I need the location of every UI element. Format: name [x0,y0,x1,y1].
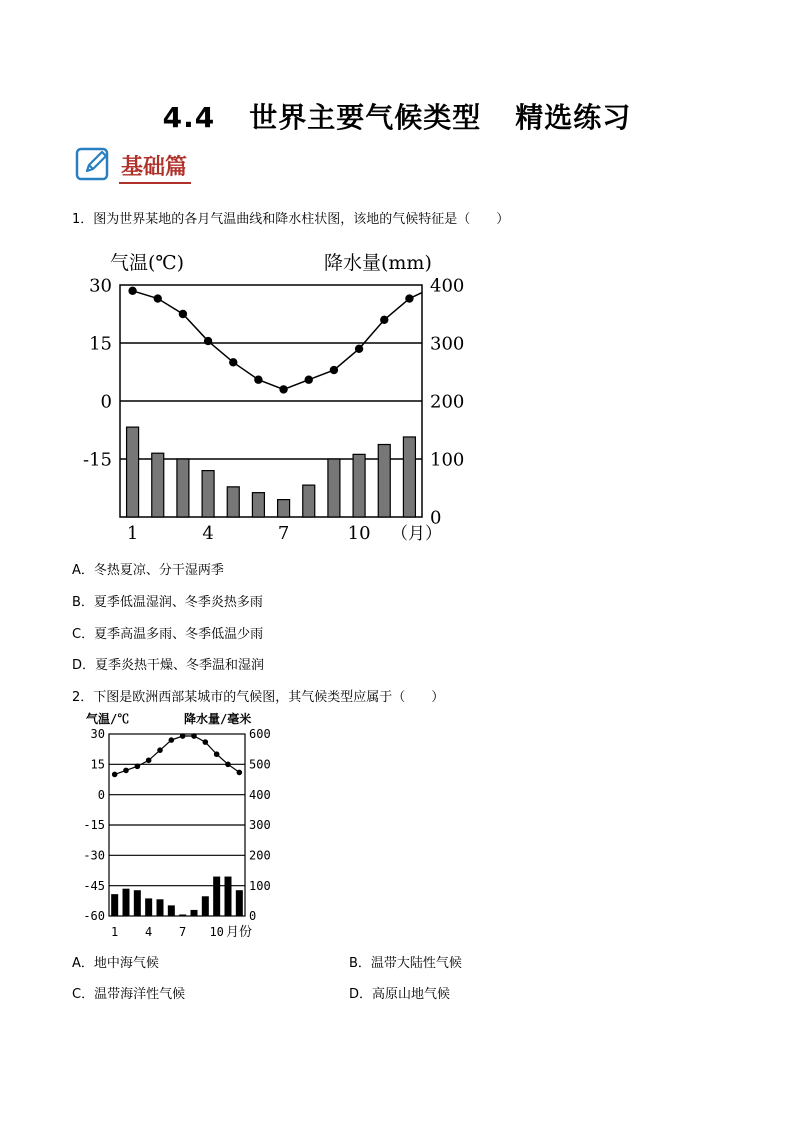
c1-temp-point [380,316,388,324]
c2-left-tick: -45 [83,878,105,893]
page-title [0,96,794,136]
c2-precip-bar [157,899,164,916]
c1-right-label: 降水量(mm) [324,252,432,274]
c1-temp-point [279,385,287,393]
c1-precip-bar [328,459,340,517]
c2-temp-point [146,757,152,763]
section-underline [119,182,191,184]
c2-left-label: 气温/℃ [86,712,130,726]
c1-temp-point [204,337,212,345]
c1-left-tick: -15 [83,449,112,471]
c2-left-tick: -30 [83,848,105,863]
c1-left-tick: 0 [100,391,112,413]
question-1-stem: 1．图为世界某地的各月气温曲线和降水柱状图，该地的气候特征是（ ） [72,212,510,227]
c1-temp-point [229,358,237,366]
c1-right-tick: 0 [430,507,442,529]
c1-x-tick: 4 [202,523,214,544]
c1-temp-point [405,294,413,302]
c1-temp-point [355,345,363,353]
pencil-note-icon [75,146,111,182]
c1-precip-bar [378,445,390,518]
c2-right-tick: 600 [249,727,271,742]
c2-precip-bar [168,905,175,916]
c2-temp-point [157,747,163,753]
c1-precip-bar [353,454,365,517]
c2-x-tick: 10 [209,925,224,939]
q2-option-c[interactable]: C．温带海洋性气候 [72,987,186,1002]
c1-precip-bar [152,453,164,517]
c1-x-unit: （月） [391,524,442,544]
c1-temp-point [128,287,136,295]
c2-left-tick: 30 [90,727,105,742]
c1-temp-point [254,376,262,384]
q2-option-d[interactable]: D．高原山地气候 [349,987,451,1002]
section-label: 基础篇 [121,154,188,180]
c2-right-tick: 500 [249,757,271,772]
c1-temp-point [179,310,187,318]
c1-temp-point [330,366,338,374]
c2-temp-point [191,733,197,739]
c2-right-tick: 200 [249,848,271,863]
c2-x-tick: 4 [145,925,153,939]
c2-left-tick: -15 [83,818,105,833]
c2-temp-point [123,768,129,774]
c2-temp-point [225,762,231,768]
c1-temp-line [133,291,410,390]
c2-temp-line [115,736,240,774]
q1-option-a[interactable]: A．冬热夏凉、分干湿两季 [72,563,224,578]
c2-precip-bar [179,914,186,916]
c1-precip-bar [278,500,290,517]
c1-right-tick: 200 [430,391,465,413]
c2-right-tick: 400 [249,787,271,802]
c2-left-tick: -60 [83,909,105,924]
q2-option-b[interactable]: B．温带大陆性气候 [349,956,462,971]
c2-precip-bar [145,898,152,916]
c1-right-tick: 100 [430,449,465,471]
c1-precip-bar [403,437,415,517]
c1-right-tick: 400 [430,275,465,297]
q1-option-d[interactable]: D．夏季炎热干燥、冬季温和湿润 [72,658,265,673]
question-2-stem: 2．下图是欧洲西部某城市的气候图，其气候类型应属于（ ） [72,690,445,705]
c2-x-unit: 月份 [226,925,253,940]
c2-right-tick: 100 [249,878,271,893]
c2-precip-bar [213,877,220,916]
c1-precip-bar [202,471,214,517]
q1-option-c[interactable]: C．夏季高温多雨、冬季低温少雨 [72,627,264,642]
c2-temp-point [214,751,220,757]
c1-left-tick: 30 [89,275,112,297]
title-number: 4.4 [162,101,216,134]
q2-option-a[interactable]: A．地中海气候 [72,956,159,971]
c2-x-tick: 7 [179,925,187,939]
c1-left-tick: 15 [89,333,112,355]
c1-precip-bar [252,493,264,517]
climate-chart-2 [78,710,278,942]
c1-temp-point [154,294,162,302]
c2-precip-bar [191,910,198,916]
c2-precip-bar [202,896,209,916]
c2-temp-point [135,764,141,770]
c2-right-tick: 0 [249,909,257,924]
c2-precip-bar [111,894,118,916]
c2-right-tick: 300 [249,818,271,833]
c1-precip-bar [303,485,315,517]
q1-option-b[interactable]: B．夏季低温湿润、冬季炎热多雨 [72,595,263,610]
c2-temp-point [112,772,118,778]
c1-left-label: 气温(℃) [110,252,185,274]
c2-precip-bar [225,877,232,916]
c2-left-tick: 15 [90,757,105,772]
climate-chart-1 [83,245,465,545]
c1-precip-bar [127,427,139,517]
c2-precip-bar [134,890,141,916]
c2-temp-point [180,733,186,739]
title-main: 世界主要气候类型 [249,101,482,134]
c2-temp-point [237,770,243,776]
c1-x-tick: 10 [347,523,371,544]
c1-precip-bar [227,487,239,517]
c2-left-tick: 0 [97,787,105,802]
c2-precip-bar [236,890,243,916]
c2-temp-point [203,739,209,745]
c2-right-label: 降水量/毫米 [184,712,252,726]
title-sub: 精选练习 [515,101,632,134]
c1-x-tick: 1 [126,523,139,544]
c2-x-tick: 1 [111,925,119,939]
c2-temp-point [169,737,175,743]
c1-precip-bar [177,459,189,517]
c1-right-tick: 300 [430,333,465,355]
c1-temp-point [305,376,313,384]
c1-x-tick: 7 [277,523,290,544]
c2-precip-bar [123,889,130,916]
